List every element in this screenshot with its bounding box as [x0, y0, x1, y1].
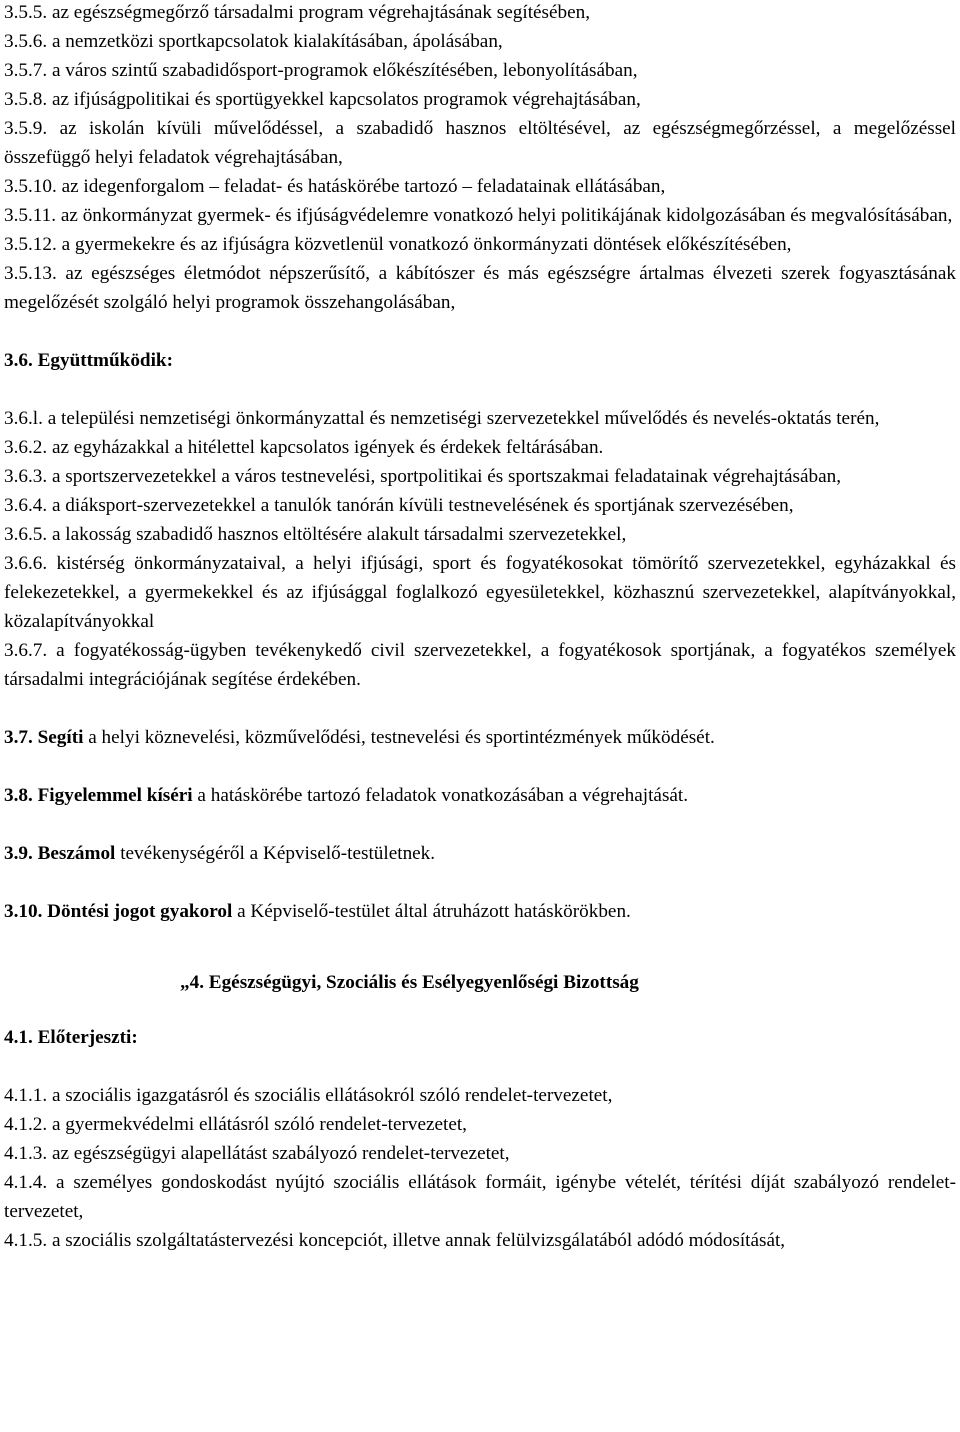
section-number: 4.1.4. — [4, 1172, 48, 1193]
committee-title-text: „4. Egészségügyi, Szociális és Esélyegyenlőségi Bizottság — [180, 972, 639, 993]
paragraph-text: a Képviselő-testület által átruházott hatáskörökben. — [237, 901, 631, 922]
paragraph-3-10 — [4, 897, 956, 926]
paragraph-number: 3.8. — [4, 785, 33, 806]
section-number: 3.6.6. — [4, 553, 48, 574]
paragraph-number: 3.7. — [4, 727, 33, 748]
section-number: 4.1.1. — [4, 1085, 48, 1106]
section-3-6-1 — [4, 404, 956, 433]
section-text: az önkormányzat gyermek- és ifjúságvédelemre vonatkozó helyi politikájának kidolgozásában és megvalósításában, — [60, 205, 953, 226]
section-number: 3.5.5. — [4, 2, 48, 23]
section-number: 3.6.3. — [4, 466, 48, 487]
paragraph-text: a hatáskörébe tartozó feladatok vonatkozásában a végrehajtását. — [197, 785, 689, 806]
heading-3-6 — [4, 346, 956, 375]
section-3-5-5 — [4, 0, 956, 27]
section-number: 3.6.2. — [4, 437, 48, 458]
section-text: az iskolán kívüli művelődéssel, a szabadidő hasznos eltöltésével, az egészségmegőrzéssel, a megelőzéssel összefüggő helyi feladatok végrehajtásában, — [4, 118, 957, 168]
paragraph-bold-verb: Segíti — [37, 727, 84, 748]
section-3-5-13 — [4, 259, 956, 317]
section-number: 3.5.11. — [4, 205, 57, 226]
section-3-5-10 — [4, 172, 956, 201]
section-3-6-4 — [4, 491, 956, 520]
paragraph-3-8 — [4, 781, 956, 810]
section-text: a gyermekvédelmi ellátásról szóló rendelet-tervezetet, — [51, 1114, 467, 1135]
section-number: 4.1.5. — [4, 1230, 48, 1251]
section-text: a nemzetközi sportkapcsolatok kialakításában, ápolásában, — [51, 31, 503, 52]
paragraph-3-7 — [4, 723, 956, 752]
section-number: 3.6.7. — [4, 640, 48, 661]
section-text: a sportszervezetekkel a város testnevelési, sportpolitikai és sportszakmai feladatainak végrehajtásában, — [51, 466, 842, 487]
section-3-6-5 — [4, 520, 956, 549]
section-text: a lakosság szabadidő hasznos eltöltésére alakult társadalmi szervezetekkel, — [51, 524, 627, 545]
section-3-5-9 — [4, 114, 956, 172]
section-number: 3.5.9. — [4, 118, 48, 139]
heading-text: 4.1. Előterjeszti: — [4, 1027, 138, 1048]
section-4-1-1 — [4, 1081, 956, 1110]
section-number: 4.1.3. — [4, 1143, 48, 1164]
paragraph-number: 3.9. — [4, 843, 33, 864]
heading-4-1 — [4, 1023, 956, 1052]
section-3-6-3 — [4, 462, 956, 491]
section-text: a gyermekekre és az ifjúságra közvetlenül vonatkozó önkormányzati döntések előkészítésében, — [61, 234, 792, 255]
paragraph-bold-verb: Beszámol — [37, 843, 116, 864]
section-3-5-12 — [4, 230, 956, 259]
section-4-1-3 — [4, 1139, 956, 1168]
section-text: kistérség önkormányzataival, a helyi ifjúsági, sport és fogyatékosokat tömörítő szervezetekkel, egyházakkal és felekezetekkel, a gyermekekkel és az ifjúsággal foglalkozó egyesületekkel, közhasznú szervezetekkel, alapítványokkal, közalapítványokkal — [4, 553, 956, 632]
section-3-6-6 — [4, 549, 956, 636]
paragraph-bold-verb: Figyelemmel kíséri — [37, 785, 193, 806]
section-4-1-4 — [4, 1168, 956, 1226]
section-number: 3.5.7. — [4, 60, 48, 81]
section-text: a települési nemzetiségi önkormányzattal és nemzetiségi szervezetekkel művelődés és nevelés-oktatás terén, — [47, 408, 880, 429]
section-number: 3.6.5. — [4, 524, 48, 545]
section-3-6-2 — [4, 433, 956, 462]
section-number: 3.5.6. — [4, 31, 48, 52]
document-page — [4, 0, 956, 1255]
section-4-1-5 — [4, 1226, 956, 1255]
section-text: az ifjúságpolitikai és sportügyekkel kapcsolatos programok végrehajtásában, — [51, 89, 641, 110]
section-4-1-2 — [4, 1110, 956, 1139]
section-number: 3.5.10. — [4, 176, 57, 197]
section-3-5-7 — [4, 56, 956, 85]
section-text: az egyházakkal a hitélettel kapcsolatos igények és érdekek feltárásában. — [51, 437, 604, 458]
paragraph-number: 3.10. — [4, 901, 43, 922]
committee-title — [180, 968, 956, 997]
section-text: a személyes gondoskodást nyújtó szociális ellátások formáit, igénybe vételét, térítési díját szabályozó rendelet-tervezetet, — [4, 1172, 956, 1222]
section-3-5-8 — [4, 85, 956, 114]
paragraph-text: a helyi köznevelési, közművelődési, testnevelési és sportintézmények működését. — [88, 727, 715, 748]
section-number: 3.5.8. — [4, 89, 48, 110]
heading-text: 3.6. Együttműködik: — [4, 350, 173, 371]
section-text: az idegenforgalom – feladat- és hatáskörébe tartozó – feladatainak ellátásában, — [61, 176, 666, 197]
section-3-5-11 — [4, 201, 956, 230]
section-text: a diáksport-szervezetekkel a tanulók tanórán kívüli testnevelésének és sportjának szervezésében, — [51, 495, 794, 516]
section-number: 3.5.13. — [4, 263, 57, 284]
section-number: 4.1.2. — [4, 1114, 48, 1135]
paragraph-bold-verb: Döntési jogot gyakorol — [47, 901, 233, 922]
section-text: az egészséges életmódot népszerűsítő, a kábítószer és más egészségre ártalmas élvezeti szerek fogyasztásának megelőzését szolgáló helyi programok összehangolásában, — [4, 263, 957, 313]
paragraph-text: tevékenységéről a Képviselő-testületnek. — [120, 843, 436, 864]
section-number: 3.6.l. — [4, 408, 43, 429]
section-text: a város szintű szabadidősport-programok előkészítésében, lebonyolításában, — [51, 60, 638, 81]
section-3-5-6 — [4, 27, 956, 56]
section-number: 3.5.12. — [4, 234, 57, 255]
section-text: az egészségügyi alapellátást szabályozó rendelet-tervezetet, — [51, 1143, 510, 1164]
paragraph-3-9 — [4, 839, 956, 868]
section-text: a szociális igazgatásról és szociális ellátásokról szóló rendelet-tervezetet, — [51, 1085, 613, 1106]
section-text: az egészségmegőrző társadalmi program végrehajtásának segítésében, — [51, 2, 591, 23]
section-number: 3.6.4. — [4, 495, 48, 516]
section-3-6-7 — [4, 636, 956, 694]
section-text: a fogyatékosság-ügyben tevékenykedő civil szervezetekkel, a fogyatékosok sportjának, a fogyatékos személyek társadalmi integrációjának segítése érdekében. — [4, 640, 956, 690]
section-text: a szociális szolgáltatástervezési koncepciót, illetve annak felülvizsgálatából adódó módosítását, — [51, 1230, 786, 1251]
